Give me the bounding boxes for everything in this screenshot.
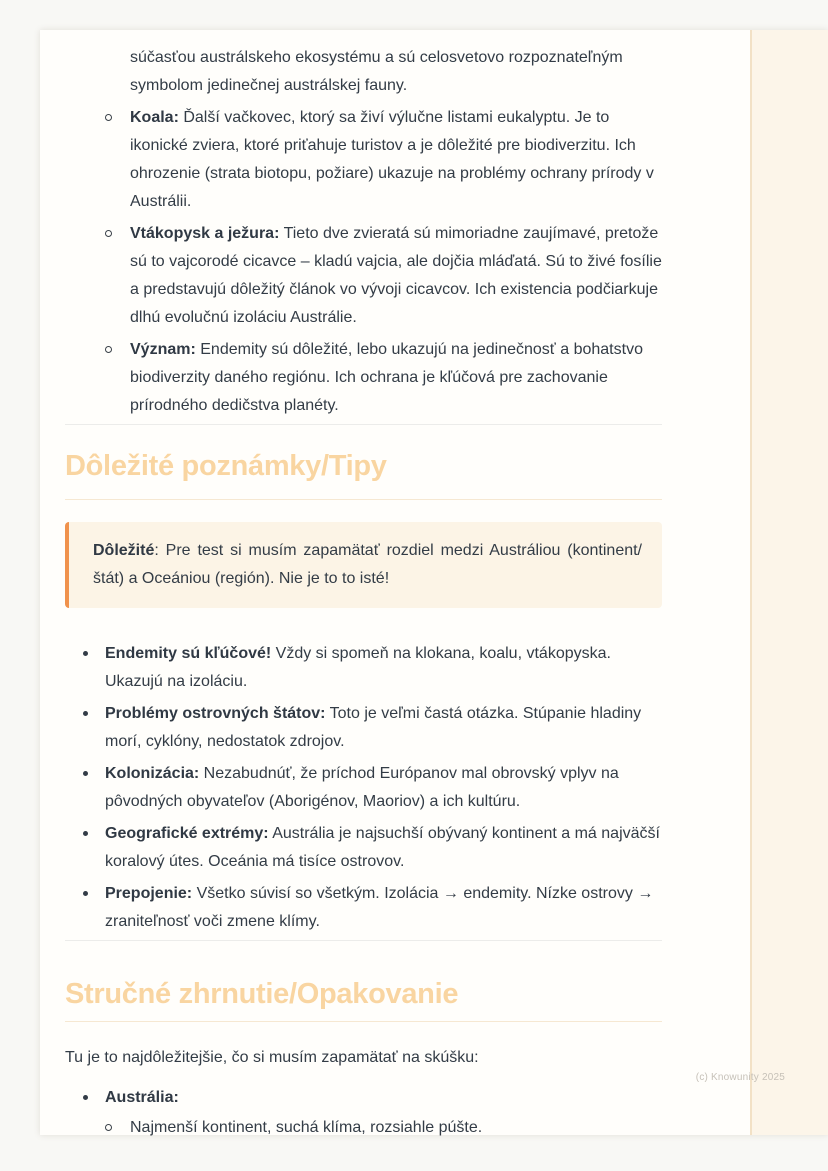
list-item-term: Kolonizácia: [105, 765, 200, 782]
section-divider [65, 424, 662, 425]
knowunity-watermark: (c) Knowunity 2025 [695, 1072, 785, 1083]
list-item-text: Koala: Ďalší vačkovec, ktorý sa živí výlučne listami eukalyptu. Je to ikonické zviera, ktoré priťahuje turistov a je dôležité pre biodiverzitu. Ich ohrozenie (strata biotopu, požiare) ukazuje na problémy ochrany prírody v Austrálii. [130, 109, 654, 210]
list-item-text: Prepojenie: Všetko súvisí so všetkým. Izolácia → endemity. Nízke ostrovy → zraniteľnosť voči zmene klímy. [105, 885, 654, 930]
list-item-text: Význam: Endemity sú dôležité, lebo ukazujú na jedinečnosť a bohatstvo biodiverzity daného regiónu. Ich ochrana je kľúčová pre zachovanie prírodného dedičstva planéty. [130, 341, 643, 414]
page-right-margin-strip [750, 30, 828, 1135]
list-item-text [105, 1084, 662, 1112]
list-item-term: Význam: [130, 341, 196, 358]
list-item-term: Vtákopysk a ježura: [130, 225, 280, 242]
list-item [65, 220, 662, 332]
paragraph-continuation: súčasťou austrálskeho ekosystému a sú celosvetovo rozpoznateľným symbolom jedinečnej austrálskej fauny. [130, 49, 623, 94]
important-callout [65, 522, 662, 608]
list-item-text: Problémy ostrovných štátov: Toto je veľmi častá otázka. Stúpanie hladiny morí, cyklóny, nedostatok zdrojov. [105, 705, 642, 750]
heading-underline-divider [65, 499, 662, 500]
list-item [65, 700, 662, 756]
circle-bullet-marker [105, 346, 112, 353]
animals-sublist [65, 104, 662, 420]
bullet-marker [83, 651, 88, 656]
list-item-term: Koala: [130, 109, 179, 126]
summary-intro: Tu je to najdôležitejšie, čo si musím zapamätať na skúšku: [65, 1049, 479, 1066]
bullet-marker [83, 831, 88, 836]
heading-underline-divider [65, 1021, 662, 1022]
list-item-text: Endemity sú kľúčové! Vždy si spomeň na klokana, koalu, vtákopyska. Ukazujú na izoláciu. [105, 645, 611, 690]
callout-term: Dôležité [93, 542, 155, 559]
list-item-text: Vtákopysk a ježura: Tieto dve zvieratá sú mimoriadne zaujímavé, pretože sú to vajcorodé cicavce – kladú vajcia, ale dojčia mláďatá. Sú to živé fosílie a predstavujú dôležitý článok vo vývoji cicavcov. Ich existencia podčiarkuje dlhú evolučnú izoláciu Austrálie. [130, 225, 662, 326]
bullet-marker [83, 891, 88, 896]
bullet-marker [83, 1095, 88, 1100]
document-page [40, 30, 828, 1135]
list-item-term: Endemity sú kľúčové! [105, 645, 272, 662]
tips-list [65, 640, 662, 936]
list-item-term: Austrália: [105, 1089, 179, 1106]
list-item [65, 640, 662, 696]
list-item-text: Kolonizácia: Nezabudnúť, že príchod Európanov mal obrovský vplyv na pôvodných obyvateľov (Aborigénov, Maoriov) a ich kultúru. [105, 765, 619, 810]
notes-section-heading: Dôležité poznámky/Tipy [65, 450, 387, 482]
list-item-term: Geografické extrémy: [105, 825, 269, 842]
bullet-marker [83, 711, 88, 716]
list-item [83, 1114, 662, 1142]
section-divider [65, 940, 662, 941]
list-item [65, 760, 662, 816]
circle-bullet-marker [105, 1124, 112, 1131]
list-item [65, 1084, 662, 1146]
circle-bullet-marker [105, 230, 112, 237]
circle-bullet-marker [105, 114, 112, 121]
list-item-term: Prepojenie: [105, 885, 193, 902]
list-item [65, 820, 662, 876]
list-item [65, 880, 662, 936]
list-item-text: Geografické extrémy: Austrália je najsuchší obývaný kontinent a má najväčší koralový útes. Oceánia má tisíce ostrovov. [105, 825, 660, 870]
summary-sublist [83, 1114, 662, 1146]
list-item-text: Najmenší kontinent, suchá klíma, rozsiahle púšte. [130, 1119, 483, 1136]
page-content [65, 30, 662, 1150]
list-item-term: Problémy ostrovných štátov: [105, 705, 326, 722]
summary-section-heading: Stručné zhrnutie/Opakovanie [65, 978, 459, 1010]
list-item [65, 104, 662, 216]
list-item [65, 336, 662, 420]
bullet-marker [83, 771, 88, 776]
callout-text: Dôležité: Pre test si musím zapamätať rozdiel medzi Austráliou (kontinent/štát) a Oceániou (región). Nie je to to isté! [93, 542, 642, 587]
summary-list [65, 1084, 662, 1146]
